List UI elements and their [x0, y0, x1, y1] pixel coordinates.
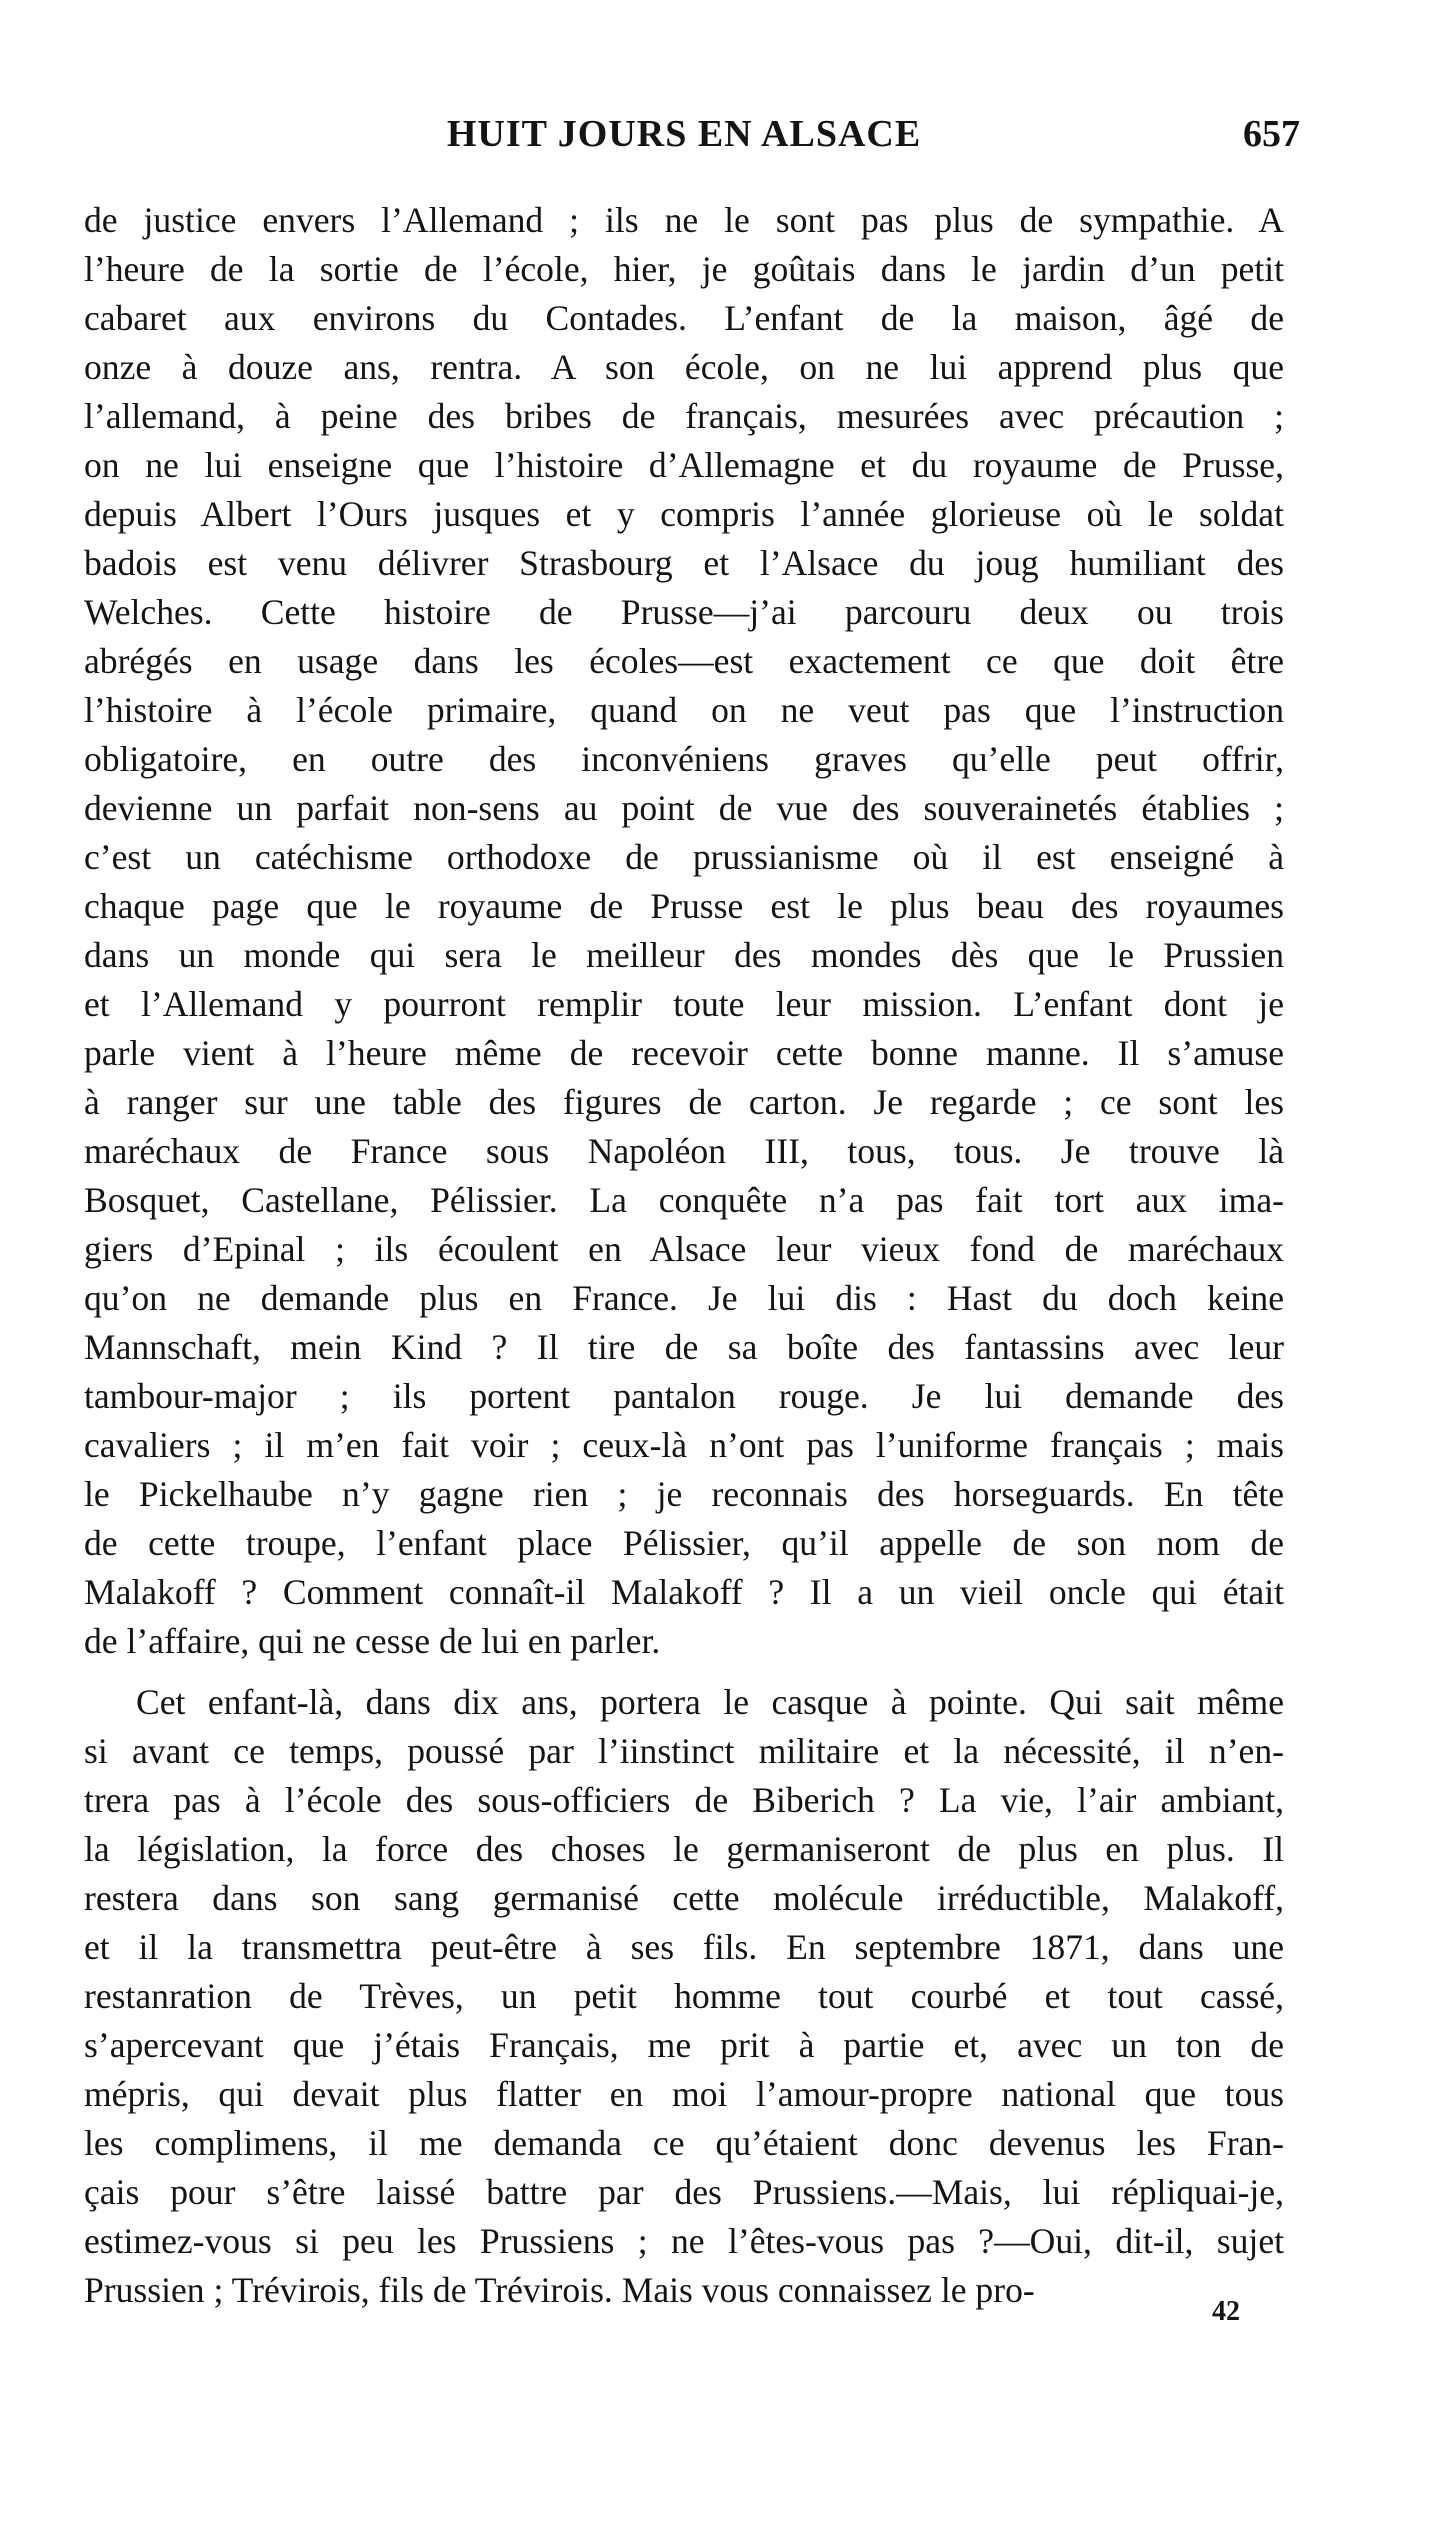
text-line: s’apercevant que j’étais Français, me prit à partie et, avec un ton de — [84, 2025, 1284, 2065]
text-line: cavaliers ; il m’en fait voir ; ceux-là n’ont pas l’uniforme français ; mais — [84, 1425, 1284, 1465]
text-line: tambour-major ; ils portent pantalon rouge. Je lui demande des — [84, 1376, 1284, 1416]
text-line: Prussien ; Trévirois, fils de Trévirois. Mais vous connaissez le pro- — [84, 2270, 1035, 2310]
text-line: onze à douze ans, rentra. A son école, on ne lui apprend plus que — [84, 347, 1284, 387]
text-line: çais pour s’être laissé battre par des Prussiens.—Mais, lui répliquai-je, — [84, 2172, 1284, 2212]
text-line: badois est venu délivrer Strasbourg et l’Alsace du joug humiliant des — [84, 543, 1284, 583]
text-line: cabaret aux environs du Contades. L’enfant de la maison, âgé de — [84, 298, 1284, 338]
text-line: giers d’Epinal ; ils écoulent en Alsace leur vieux fond de maréchaux — [84, 1229, 1284, 1269]
text-line: depuis Albert l’Ours jusques et y compris l’année glorieuse où le soldat — [84, 494, 1284, 534]
running-title: HUIT JOURS EN ALSACE — [446, 113, 922, 155]
text-line: les complimens, il me demanda ce qu’étaient donc devenus les Fran- — [84, 2123, 1284, 2163]
paragraph — [84, 196, 1284, 1666]
text-line: estimez-vous si peu les Prussiens ; ne l’êtes-vous pas ?—Oui, dit-il, sujet — [84, 2221, 1284, 2261]
signature-mark: 42 — [1212, 2296, 1240, 2327]
text-line: chaque page que le royaume de Prusse est le plus beau des royaumes — [84, 886, 1284, 926]
text-line: l’allemand, à peine des bribes de français, mesurées avec précaution ; — [84, 396, 1284, 436]
text-line: mépris, qui devait plus flatter en moi l’amour-propre national que tous — [84, 2074, 1284, 2114]
text-line: devienne un parfait non-sens au point de vue des souverainetés établies ; — [84, 788, 1284, 828]
text-line: la législation, la force des choses le germaniseront de plus en plus. Il — [84, 1829, 1284, 1869]
text-line: trera pas à l’école des sous-officiers de Biberich ? La vie, l’air ambiant, — [84, 1780, 1284, 1820]
text-line: et il la transmettra peut-être à ses fils. En septembre 1871, dans une — [84, 1927, 1284, 1967]
text-line: maréchaux de France sous Napoléon III, tous, tous. Je trouve là — [84, 1131, 1284, 1171]
text-line: Cet enfant-là, dans dix ans, portera le casque à pointe. Qui sait même — [136, 1682, 1284, 1722]
text-line: de justice envers l’Allemand ; ils ne le sont pas plus de sympathie. A — [84, 200, 1284, 240]
text-line: Malakoff ? Comment connaît-il Malakoff ? Il a un vieil oncle qui était — [84, 1572, 1284, 1612]
text-line: à ranger sur une table des figures de carton. Je regarde ; ce sont les — [84, 1082, 1284, 1122]
text-line: dans un monde qui sera le meilleur des mondes dès que le Prussien — [84, 935, 1284, 975]
text-line: restanration de Trèves, un petit homme tout courbé et tout cassé, — [84, 1976, 1284, 2016]
body-text — [84, 196, 1284, 2315]
text-line: l’histoire à l’école primaire, quand on ne veut pas que l’instruction — [84, 690, 1284, 730]
text-line: abrégés en usage dans les écoles—est exactement ce que doit être — [84, 641, 1284, 681]
text-line: parle vient à l’heure même de recevoir cette bonne manne. Il s’amuse — [84, 1033, 1284, 1073]
text-line: qu’on ne demande plus en France. Je lui dis : Hast du doch keine — [84, 1278, 1284, 1318]
running-header — [84, 112, 1300, 172]
text-line: de cette troupe, l’enfant place Pélissier, qu’il appelle de son nom de — [84, 1523, 1284, 1563]
text-line: Welches. Cette histoire de Prusse—j’ai parcouru deux ou trois — [84, 592, 1284, 632]
text-line: obligatoire, en outre des inconvéniens graves qu’elle peut offrir, — [84, 739, 1284, 779]
text-line: de l’affaire, qui ne cesse de lui en parler. — [84, 1621, 661, 1661]
page-number: 657 — [1243, 113, 1300, 155]
text-line: Bosquet, Castellane, Pélissier. La conquête n’a pas fait tort aux ima- — [84, 1180, 1284, 1220]
text-line: c’est un catéchisme orthodoxe de prussianisme où il est enseigné à — [84, 837, 1284, 877]
text-line: on ne lui enseigne que l’histoire d’Allemagne et du royaume de Prusse, — [84, 445, 1284, 485]
text-line: restera dans son sang germanisé cette molécule irréductible, Malakoff, — [84, 1878, 1284, 1918]
text-line: et l’Allemand y pourront remplir toute leur mission. L’enfant dont je — [84, 984, 1284, 1024]
text-line: Mannschaft, mein Kind ? Il tire de sa boîte des fantassins avec leur — [84, 1327, 1284, 1367]
text-line: le Pickelhaube n’y gagne rien ; je reconnais des horseguards. En tête — [84, 1474, 1284, 1514]
text-line: si avant ce temps, poussé par l’iinstinct militaire et la nécessité, il n’en- — [84, 1731, 1284, 1771]
paragraph — [84, 1678, 1284, 2315]
text-line: l’heure de la sortie de l’école, hier, je goûtais dans le jardin d’un petit — [84, 249, 1284, 289]
